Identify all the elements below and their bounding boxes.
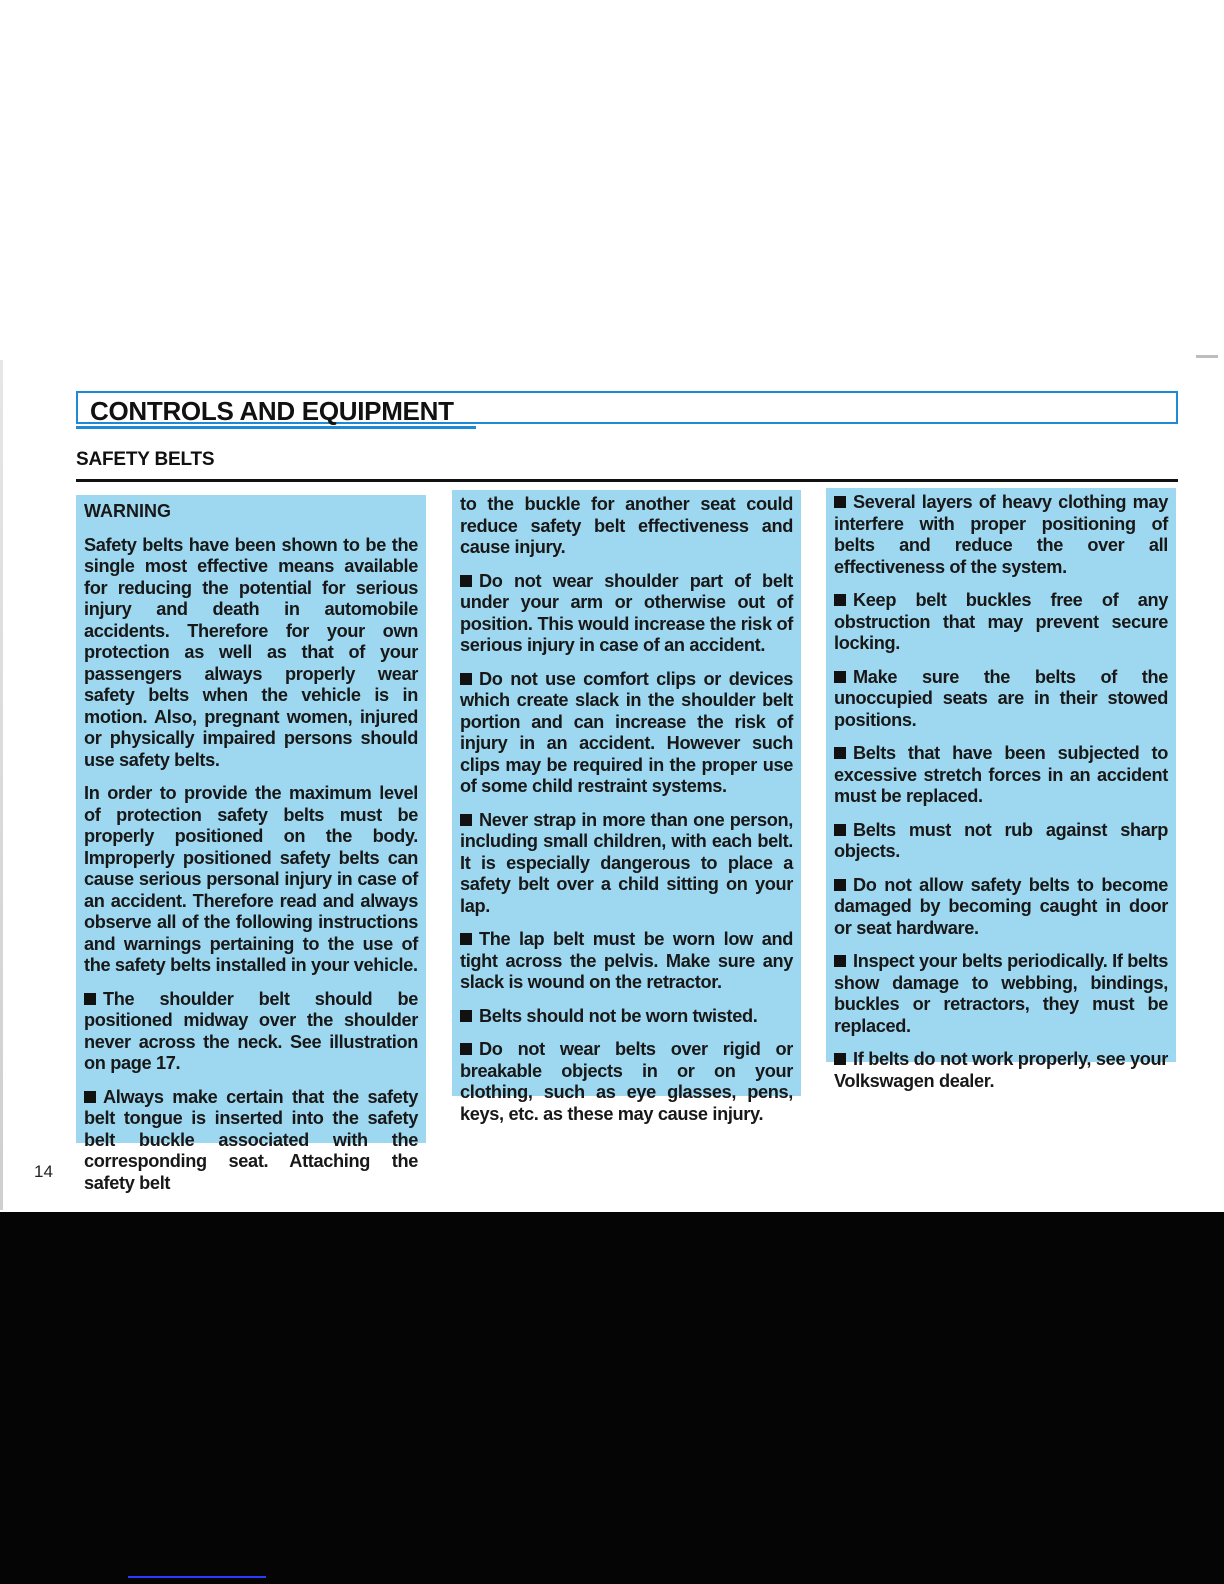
warning-bullet-item [460,1039,793,1125]
bullet-text: The shoulder belt should be positioned midway over the shoulder never across the neck. See illustration on page 17. [84,988,418,1073]
warning-bullet-item [834,667,1168,732]
bullet-text: Belts that have been subjected to excessive stretch forces in an accident must be replaced. [834,743,1168,806]
warning-bullet-item [834,875,1168,940]
bullet-square-icon [460,673,472,685]
bullet-text: Do not allow safety belts to become damaged by becoming caught in door or seat hardware. [834,874,1168,938]
section-title: SAFETY BELTS [76,449,215,470]
scan-background-bottom [0,1212,1224,1584]
bullet-square-icon [460,814,472,826]
bullet-square-icon [834,496,846,508]
continued-text: to the buckle for another seat could reduce safety belt effectiveness and cause injury. [460,494,793,557]
bullet-text: The lap belt must be worn low and tight across the pelvis. Make sure any slack is wound on the retractor. [460,929,793,992]
warning-bullet-item [834,951,1168,1037]
bullet-text: Do not wear shoulder part of belt under your arm or otherwise out of position. This would increase the risk of serious injury in case of an accident. [460,570,793,655]
warning-column-1 [76,495,426,1193]
bullet-text: Several layers of heavy clothing may interfere with proper positioning of belts and reduce the over all effectiveness of the system. [834,492,1168,577]
bullet-square-icon [834,747,846,759]
bullet-text: Make sure the belts of the unoccupied seats are in their stowed positions. [834,666,1168,730]
warning-column-3 [826,488,1176,1091]
bullet-text: Inspect your belts periodically. If belts show damage to webbing, bindings, buckles or retractors, they must be replaced. [834,951,1168,1036]
warning-bullet-item [460,571,793,657]
bullet-square-icon [834,824,846,836]
page-number: 14 [34,1162,53,1181]
chapter-title: CONTROLS AND EQUIPMENT [90,396,454,426]
bullet-square-icon [834,955,846,967]
section-rule [76,479,1178,482]
bullet-square-icon [84,993,96,1005]
bullet-text: Belts must not rub against sharp objects. [834,819,1168,861]
bullet-square-icon [84,1091,96,1103]
warning-bullet-item [460,1006,793,1028]
bullet-square-icon [460,575,472,587]
warning-bullet-item [834,590,1168,655]
warning-bullet-item [84,989,418,1075]
warning-paragraph: In order to provide the maximum level of protection safety belts must be properly positioned on the body. Improperly positioned safety belts can cause serious personal injury in case of an accident. Therefore read and always observe all of the following instructions and warnings pertaining to the use of the safety belts installed in your vehicle. [84,783,418,975]
bullet-text: Keep belt buckles free of any obstruction that may prevent secure locking. [834,590,1168,653]
bullet-square-icon [834,1053,846,1065]
warning-bullet-item [460,929,793,994]
link-underline [128,1576,266,1578]
bullet-square-icon [834,594,846,606]
bullet-square-icon [460,1043,472,1055]
bullet-text: Do not use comfort clips or devices which create slack in the shoulder belt portion and can increase the risk of injury in an accident. However such clips may be required in the proper use of some child restraint systems. [460,668,793,796]
warning-title: WARNING [84,501,171,521]
warning-bullet-item [834,1049,1168,1092]
warning-bullet-item [84,1087,418,1195]
bullet-text: Belts should not be worn twisted. [479,1005,758,1026]
bullet-text: Do not wear belts over rigid or breakable objects in or on your clothing, such as eye glasses, pens, keys, etc. as these may cause injury. [460,1039,793,1124]
bullet-square-icon [834,671,846,683]
warning-column-2 [452,490,801,1124]
warning-bullet-item [834,743,1168,808]
bullet-square-icon [460,1010,472,1022]
warning-bullet-item [460,669,793,798]
warning-bullet-item [460,810,793,918]
warning-paragraph: Safety belts have been shown to be the single most effective means available for reducing the potential for serious injury and death in automobile accidents. Therefore for your own protection as well as that of your passengers always properly wear safety belts when the vehicle is in motion. Also, pregnant women, injured or physically impaired persons should use safety belts. [84,534,418,770]
page-edge-shadow [0,360,3,1210]
bullet-square-icon [834,879,846,891]
bullet-square-icon [460,933,472,945]
bullet-text: Always make certain that the safety belt tongue is inserted into the safety belt buckle associated with the corresponding seat. Attaching the safety belt [84,1086,418,1193]
page-edge-mark [1196,355,1218,358]
warning-bullet-item [834,820,1168,863]
chapter-title-underline [76,426,476,429]
warning-bullet-item [834,492,1168,578]
bullet-text: If belts do not work properly, see your Volkswagen dealer. [834,1049,1168,1091]
bullet-text: Never strap in more than one person, including small children, with each belt. It is especially dangerous to place a safety belt over a child sitting on your lap. [460,809,793,916]
